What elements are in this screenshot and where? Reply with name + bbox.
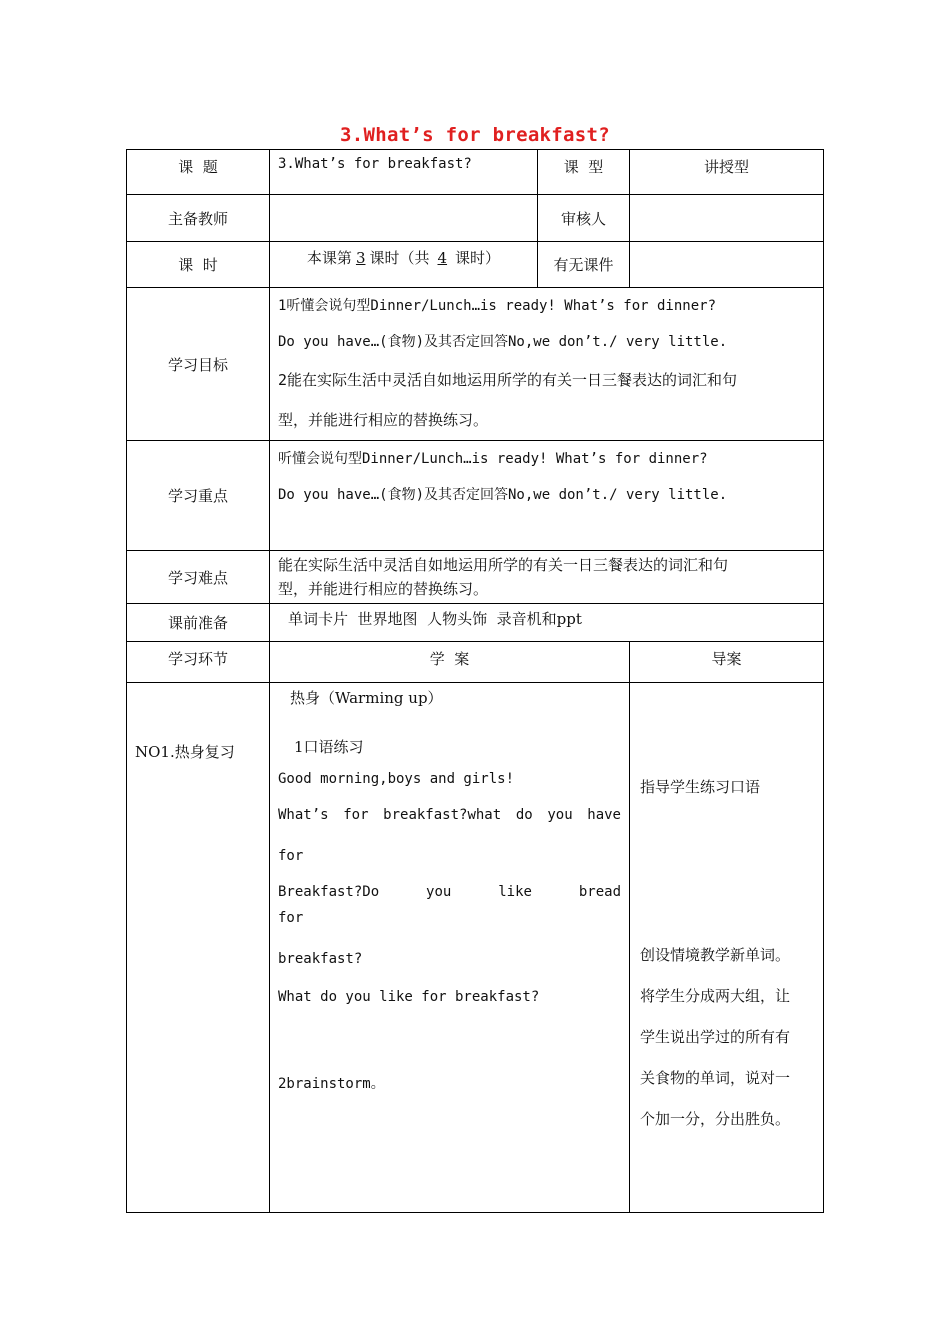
plan-sub1: 1口语练习 xyxy=(294,738,364,756)
row-topic xyxy=(127,150,824,195)
topic-value: 3.What’s for breakfast? xyxy=(270,150,538,195)
row-header xyxy=(127,642,824,683)
row-focus xyxy=(127,441,824,551)
period-current: 3 xyxy=(355,249,366,267)
prep-label: 课前准备 xyxy=(127,604,270,642)
document-title: 3.What’s for breakfast? xyxy=(340,124,610,146)
difficulty-line-1: 能在实际生活中灵活自如地运用所学的有关一日三餐表达的词汇和句 xyxy=(278,556,729,574)
guide-line-2: 创设情境教学新单词。 xyxy=(640,946,791,964)
row-no1 xyxy=(127,683,824,1213)
type-value: 讲授型 xyxy=(630,150,824,195)
period-suffix: 课时） xyxy=(455,249,501,267)
row-period xyxy=(127,242,824,288)
row-difficulty xyxy=(127,551,824,604)
plan-line-4: Breakfast?Do you like bread for xyxy=(278,884,621,926)
courseware-label: 有无课件 xyxy=(538,242,630,288)
goals-line-2: Do you have…(食物)及其否定回答No,we don’t./ very little. xyxy=(278,334,728,350)
plan-line-2: What’s for breakfast?what do you have xyxy=(278,807,621,823)
guide-line-3: 将学生分成两大组，让 xyxy=(640,987,791,1005)
no1-plan xyxy=(270,683,630,1213)
goals-line-3: 2能在实际生活中灵活自如地运用所学的有关一日三餐表达的词汇和句 xyxy=(278,371,738,389)
focus-label: 学习重点 xyxy=(127,441,270,551)
plan-heading: 热身（Warming up） xyxy=(290,689,443,707)
guide-line-1: 指导学生练习口语 xyxy=(640,778,761,796)
teacher-value xyxy=(270,195,538,242)
difficulty-content xyxy=(270,551,824,604)
guide-line-5: 关食物的单词，说对一 xyxy=(640,1069,791,1087)
guide-header: 导案 xyxy=(630,642,824,683)
courseware-value xyxy=(630,242,824,288)
type-label: 课 型 xyxy=(538,150,630,195)
stage-header: 学习环节 xyxy=(127,642,270,683)
goals-label: 学习目标 xyxy=(127,288,270,441)
plan-line-3: for xyxy=(278,848,304,864)
plan-sub2: 2brainstorm。 xyxy=(278,1076,385,1092)
row-prep xyxy=(127,604,824,642)
guide-line-4: 学生说出学过的所有有 xyxy=(640,1028,791,1046)
period-total: 4 xyxy=(437,249,448,267)
teacher-label: 主备教师 xyxy=(127,195,270,242)
no1-guide xyxy=(630,683,824,1213)
plan-line-5: breakfast? xyxy=(278,951,363,967)
period-middle: 课时（共 xyxy=(369,249,430,267)
reviewer-value xyxy=(630,195,824,242)
guide-line-6: 个加一分，分出胜负。 xyxy=(640,1110,791,1128)
plan-header: 学 案 xyxy=(270,642,630,683)
goals-line-4: 型，并能进行相应的替换练习。 xyxy=(278,411,489,429)
plan-line-1: Good morning,boys and girls! xyxy=(278,771,515,787)
prep-value: 单词卡片 世界地图 人物头饰 录音机和ppt xyxy=(270,604,824,642)
period-value xyxy=(270,242,538,288)
topic-label: 课 题 xyxy=(127,150,270,195)
plan-line-6: What do you like for breakfast? xyxy=(278,989,540,1005)
goals-line-1: 1听懂会说句型Dinner/Lunch…is ready! What’s for dinner? xyxy=(278,298,717,314)
reviewer-label: 审核人 xyxy=(538,195,630,242)
difficulty-line-2: 型，并能进行相应的替换练习。 xyxy=(278,580,489,598)
difficulty-label: 学习难点 xyxy=(127,551,270,604)
focus-line-2: Do you have…(食物)及其否定回答No,we don’t./ very little. xyxy=(278,487,728,503)
row-goals xyxy=(127,288,824,441)
row-teacher xyxy=(127,195,824,242)
focus-content xyxy=(270,441,824,551)
lesson-plan-table xyxy=(126,149,824,1213)
goals-content xyxy=(270,288,824,441)
period-prefix: 本课第 xyxy=(306,249,352,267)
focus-line-1: 听懂会说句型Dinner/Lunch…is ready! What’s for dinner? xyxy=(278,451,708,467)
no1-stage: NO1.热身复习 xyxy=(127,683,270,1213)
period-label: 课 时 xyxy=(127,242,270,288)
